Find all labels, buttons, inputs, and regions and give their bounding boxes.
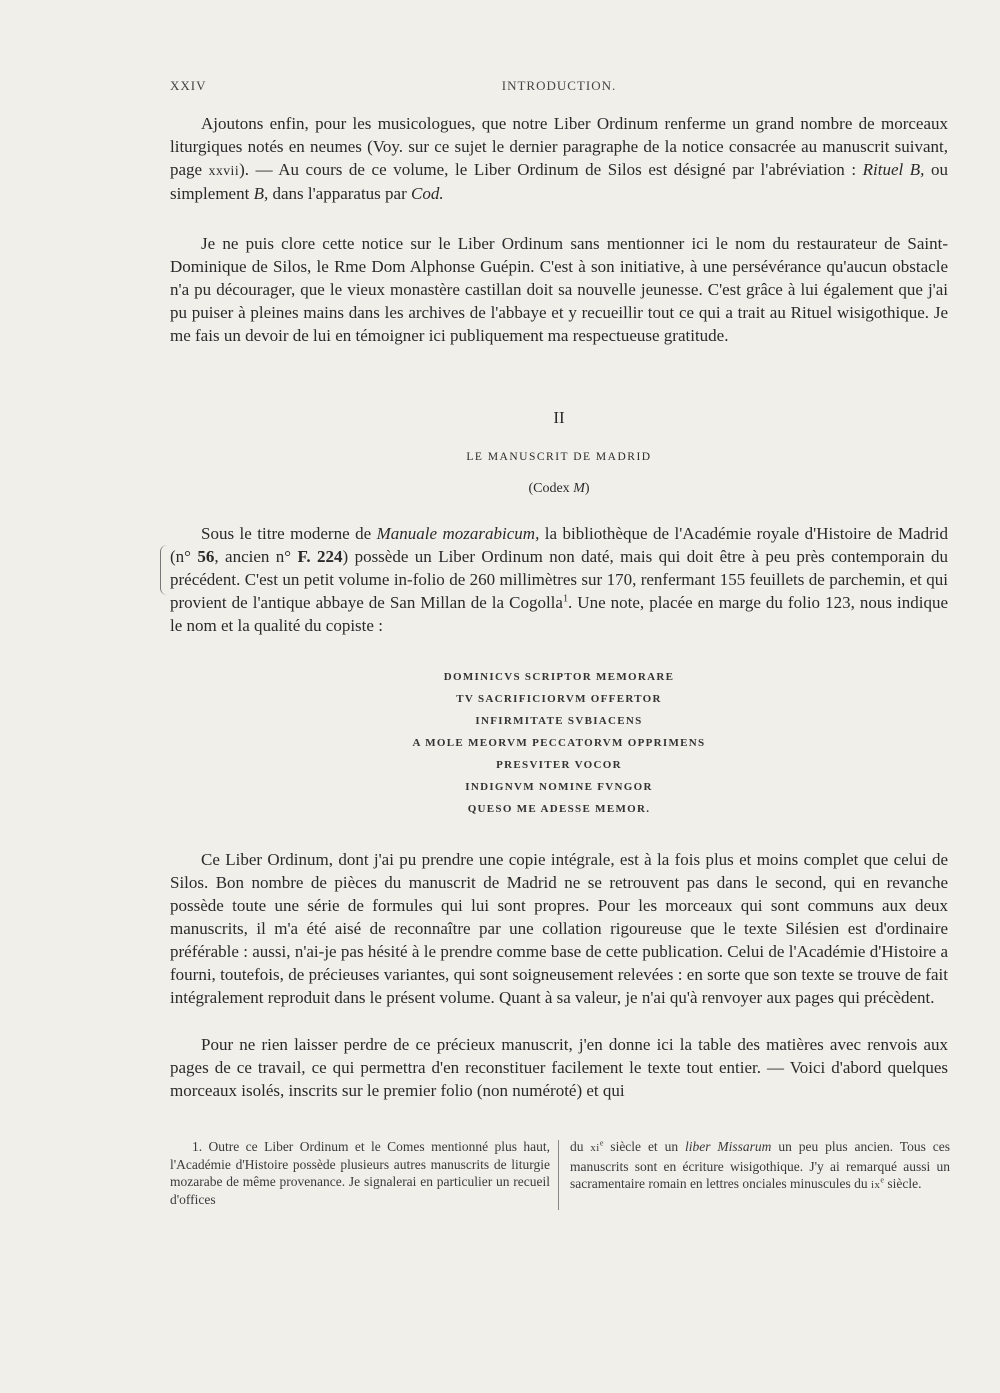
paragraph-musicologists: Ajoutons enfin, pour les musicologues, que notre Liber Ordinum renferme un grand nombre de morceaux liturgiques notés en neumes (Voy. sur ce sujet le dernier paragraphe de la notice consacrée au manuscrit suivant, page xxvii). — Au cours de ce volume, le Liber Ordinum de Silos est désigné par l'abréviation : Rituel B, ou simplement B, dans l'apparatus par Cod. xyxy=(170,114,948,203)
section-number: II xyxy=(553,408,565,427)
paragraph-manuscript-description: Sous le titre moderne de Manuale mozarabicum, la bibliothèque de l'Académie royale d'Histoire de Madrid (n° 56, ancien n° F. 224) possède un Liber Ordinum non daté, mais qui doit être à peu près contemporain du précédent. C'est un petit volume in-folio de 260 millimètres sur 170, renfermant 155 feuillets de parchemin, et qui provient de l'antique abbaye de San Millan de la Cogolla$^1$. Une note, placée en marge du folio 123, nous indique le nom et la qualité du copiste : xyxy=(170,524,948,635)
abbreviation-cod: Cod. xyxy=(411,184,444,203)
section-subtitle: (Codex M) xyxy=(528,481,590,496)
section-title: LE MANUSCRIT DE MADRID xyxy=(466,451,652,463)
running-title: INTRODUCTION. xyxy=(501,78,617,93)
footnote-left-column: 1. Outre ce Liber Ordinum et le Comes mentionné plus haut, l'Académie d'Histoire possède plusieurs autres manuscrits de liturgie mozarabe de même provenance. Je signalerai en particulier un recueil d'offices xyxy=(170,1139,550,1207)
title-manuale: Manuale mozarabicum, xyxy=(376,524,540,543)
margin-pencil-mark xyxy=(160,545,167,595)
footnote-marker[interactable]: 1 xyxy=(562,593,569,605)
paragraph-table-intro: Pour ne rien laisser perdre de ce précieux manuscrit, j'en donne ici la table des matières avec renvois aux pages de ce travail, ce qui permettra d'en reconstituer facilement le texte tout entier. — Voici d'abord quelques morceaux isolés, inscrits sur le premier folio (non numéroté) et qui xyxy=(170,1035,948,1100)
colophon-line: PRESVITER VOCOR xyxy=(496,759,622,771)
paragraph-acknowledgment: Je ne puis clore cette notice sur le Liber Ordinum sans mentionner ici le nom du restaurateur de Saint-Dominique de Silos, le Rme Dom Alphonse Guépin. C'est à son initiative, à une persévérance qu'aucun obstacle n'a pu décourager, que le vieux monastère castillan doit sa nouvelle jeunesse. C'est grâce à lui également que j'ai pu puiser à pleines mains dans les archives de l'abbaye et y recueillir tout ce qui a trait au Rituel wisigothique. Je me fais un devoir de lui en témoigner ici publiquement ma respectueuse gratitude. xyxy=(170,234,948,345)
colophon-line: DOMINICVS SCRIPTOR MEMORARE xyxy=(443,671,675,683)
colophon-line: INFIRMITATE SVBIACENS xyxy=(475,715,643,727)
paragraph-comparison: Ce Liber Ordinum, dont j'ai pu prendre une copie intégrale, est à la fois plus et moins complet que celui de Silos. Bon nombre de pièces du manuscrit de Madrid ne se retrouvent pas dans le second, qui en revanche possède toute une série de formules qui lui sont propres. Pour les morceaux qui sont communs aux deux manuscrits, il m'a été aisé de reconnaître par une collation rigoureuse que le texte Silésien est d'ordinaire préférable : aussi, n'ai-je pas hésité à le prendre comme base de cette publication. Celui de l'Académie d'Histoire a fourni, toutefois, de précieuses variantes, qui sont soigneusement relevées : en sorte que son texte se trouve de fait intégralement reproduit dans le présent volume. Quant à sa valeur, je n'ai qu'à renvoyer aux pages qui précèdent. xyxy=(170,850,948,1007)
colophon-line: A MOLE MEORVM PECCATORVM OPPRIMENS xyxy=(412,737,706,749)
page-reference: xxvii xyxy=(208,163,240,178)
colophon-line: TV SACRIFICIORVM OFFERTOR xyxy=(456,693,662,705)
colophon-line: INDIGNVM NOMINE FVNGOR xyxy=(465,781,653,793)
scribe-colophon xyxy=(170,666,948,820)
folio-number: XXIV xyxy=(170,78,207,93)
footnote-right-column: du $xi^e$ siècle et un liber Missarum un peu plus ancien. Tous ces manuscrits sont en écriture wisigothique. J'y ai remarqué aussi un sacramentaire romain en lettres onciales minuscules du $ix^e$ siècle. xyxy=(570,1138,950,1191)
abbreviation-rituel-b: Rituel B, xyxy=(862,160,925,179)
colophon-line: QUESO ME ADESSE MEMOR. xyxy=(467,803,651,815)
footnote-column-rule xyxy=(558,1140,559,1210)
